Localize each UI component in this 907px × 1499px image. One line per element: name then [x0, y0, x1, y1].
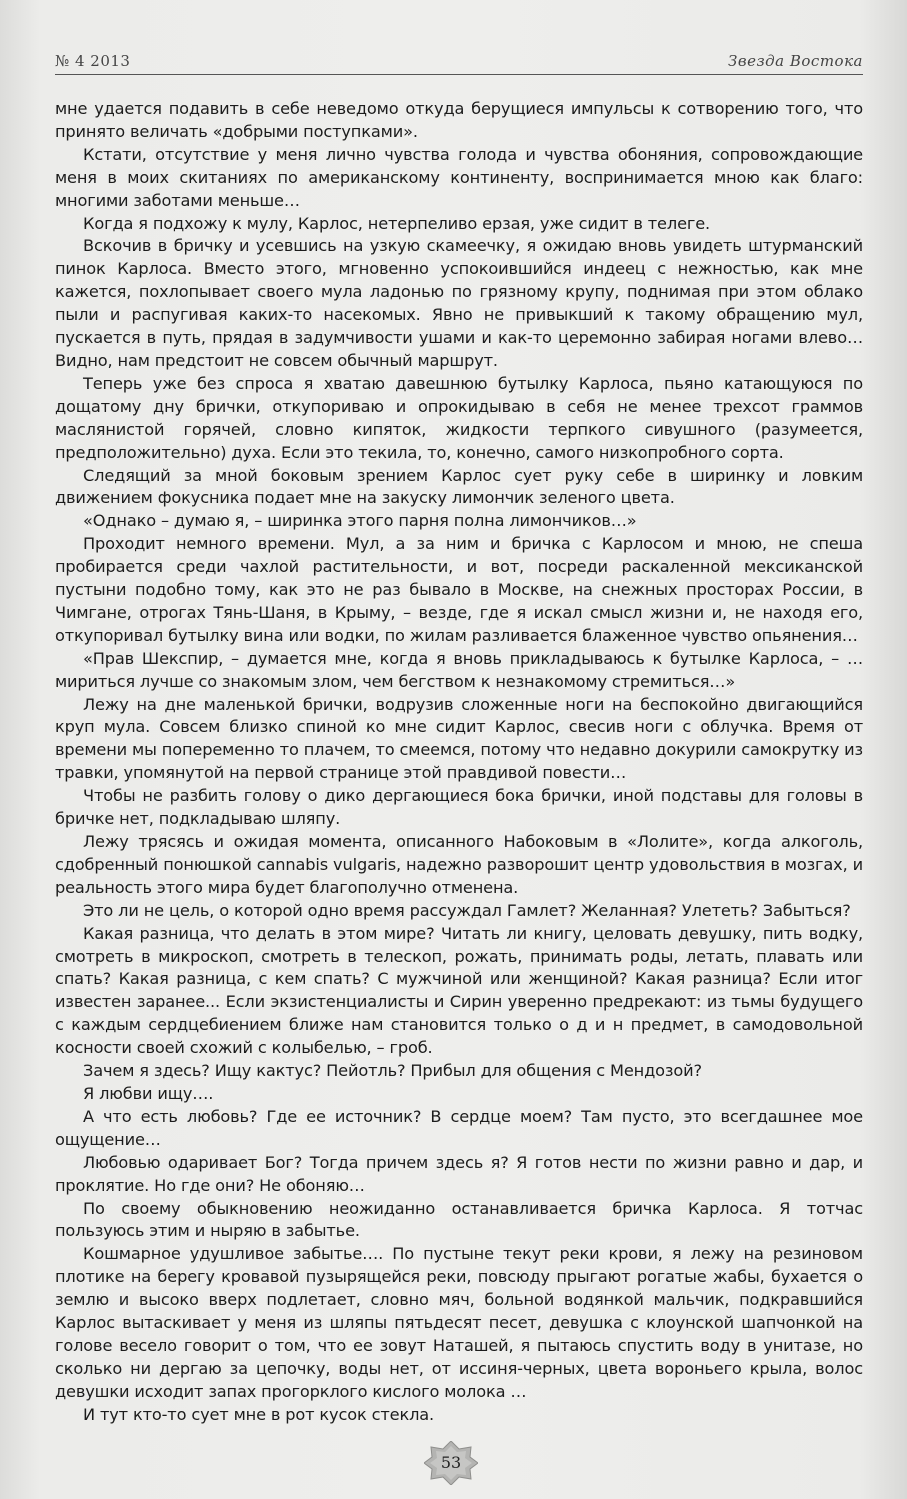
- running-head: [55, 44, 863, 75]
- paragraph: Следящий за мной боковым зрением Карлос сует руку себе в ширинку и ловким движением фокусника подает мне на закуску лимончик зеленого цвета.: [55, 465, 863, 508]
- paragraph: Лежу на дне маленькой брички, водрузив сложенные ноги на беспокойно двигающийся круп мула. Совсем близко спиной ко мне сидит Карлос, свесив ноги с облучка. Время от времени мы попеременно то плачем, то смеемся, потому что недавно докурили самокрутку из травки, упомянутой на первой странице этой правдивой повести…: [55, 694, 863, 783]
- paragraph: Лежу трясясь и ожидая момента, описанного Набоковым в «Лолите», когда алкоголь, сдобренный понюшкой cannabis vulgaris, надежно разворошит центр удовольствия в мозгах, и реальность этого мира будет благополучно отменена.: [55, 832, 863, 897]
- paragraph: Когда я подхожу к мулу, Карлос, нетерпеливо ерзая, уже сидит в телеге.: [83, 213, 711, 233]
- paragraph: По своему обыкновению неожиданно останавливается бричка Карлоса. Я тотчас пользуюсь этим и ныряю в забытье.: [55, 1198, 863, 1241]
- issue-number: № 4 2013: [55, 52, 131, 70]
- page-number: 53: [440, 1453, 462, 1472]
- paragraph: Кстати, отсутствие у меня лично чувства голода и чувства обоняния, сопровождающие меня в моих скитаниях по американскому континенту, воспринимается мною как благо: многими заботами меньше…: [55, 144, 863, 210]
- paragraph: И тут кто-то сует мне в рот кусок стекла.: [83, 1404, 435, 1424]
- paragraph: Теперь уже без спроса я хватаю давешнюю бутылку Карлоса, пьяно катающуюся по дощатому дну брички, откупориваю и опрокидываю в себя не менее трехсот граммов маслянистой горячей, словно кипяток, жидкости терпкого сивушного (разумеется, предположительно) духа. Если это текила, то, конечно, самого низкопробного сорта.: [55, 373, 863, 462]
- paragraph: Чтобы не разбить голову о дико дергающиеся бока брички, иной подставы для головы в бричке нет, подкладываю шляпу.: [55, 786, 863, 829]
- paragraph: «Однако – думаю я, – ширинка этого парня полна лимончиков…»: [83, 511, 637, 531]
- paragraph: А что есть любовь? Где ее источник? В сердце моем? Там пусто, это всегдашнее мое ощущение…: [55, 1106, 863, 1149]
- paragraph: Зачем я здесь? Ищу кактус? Пейотль? Прибыл для общения с Мендозой?: [83, 1061, 702, 1081]
- paragraph: Любовью одаривает Бог? Тогда причем здесь я? Я готов нести по жизни равно и дар, и проклятие. Но где они? Не обоняю…: [55, 1152, 863, 1195]
- paragraph: «Прав Шекспир, – думается мне, когда я вновь прикладываюсь к бутылке Карлоса, – … мириться лучше со знакомым злом, чем бегством к незнакомому стремиться…»: [55, 648, 863, 691]
- paragraph: Кошмарное удушливое забытье…. По пустыне текут реки крови, я лежу на резиновом плотике на берегу кровавой пузырящейся реки, повсюду прыгают рогатые жабы, бухается о землю и высоко вверх подлетает, словно мяч, больной водянкой мальчик, подкравшийся Карлос вытаскивает у меня из шляпы пятьдесят песет, девушка с клоунской шапчонкой на голове весело говорит о том, что ее зовут Наташей, я пытаюсь спустить воду в унитазе, но сколько ни дергаю за цепочку, воды нет, от иссиня-черных, цвета вороньего крыла, волос девушки исходит запах прогорклого кислого молока …: [55, 1244, 863, 1401]
- paragraph: Я любви ищу….: [83, 1083, 214, 1103]
- article-body: [55, 98, 863, 1427]
- page-number-badge: [424, 1441, 478, 1485]
- paragraph: Вскочив в бричку и усевшись на узкую скамеечку, я ожидаю вновь увидеть штурманский пинок Карлоса. Вместо этого, мгновенно успокоившийся индеец с нежностью, как мне кажется, похлопывает своего мула ладонью по грязному крупу, поднимая при этом облако пыли и распугивая каких-то насекомых. Явно не привыкший к такому обращению мул, пускается в путь, прядая в задумчивости ушами и как-то церемонно забирая ногами влево… Видно, нам предстоит не совсем обычный маршрут.: [55, 236, 863, 370]
- paragraph: Проходит немного времени. Мул, а за ним и бричка с Карлосом и мною, не спеша пробирается среди чахлой растительности, и вот, посреди раскаленной мексиканской пустыни подобно тому, как это не раз бывало в Москве, на снежных просторах России, в Чимгане, отрогах Тянь-Шаня, в Крыму, – везде, где я искал смысл жизни и, не находя его, откупоривал бутылку вина или водки, по жилам разливается блаженное чувство опьянения…: [55, 534, 863, 645]
- paragraph: мне удается подавить в себе неведомо откуда берущиеся импульсы к сотворению того, что принято величать «добрыми поступками».: [55, 99, 863, 141]
- paragraph: Это ли не цель, о которой одно время рассуждал Гамлет? Желанная? Улететь? Забыться?: [83, 900, 851, 920]
- paragraph: Какая разница, что делать в этом мире? Читать ли книгу, целовать девушку, пить водку, смотреть в микроскоп, смотреть в телескоп, рожать, принимать роды, летать, плавать или спать? Какая разница, с кем спать? С мужчиной или женщиной? Какая разница? Если итог известен заранее... Если экзистенциалисты и Сирин уверенно предрекают: из тьмы будущего с каждым сердцебиением ближе нам становится только о д и н предмет, в самодовольной косности своей схожий с колыбелью, – гроб.: [55, 923, 863, 1058]
- journal-title: Звезда Востока: [728, 52, 863, 70]
